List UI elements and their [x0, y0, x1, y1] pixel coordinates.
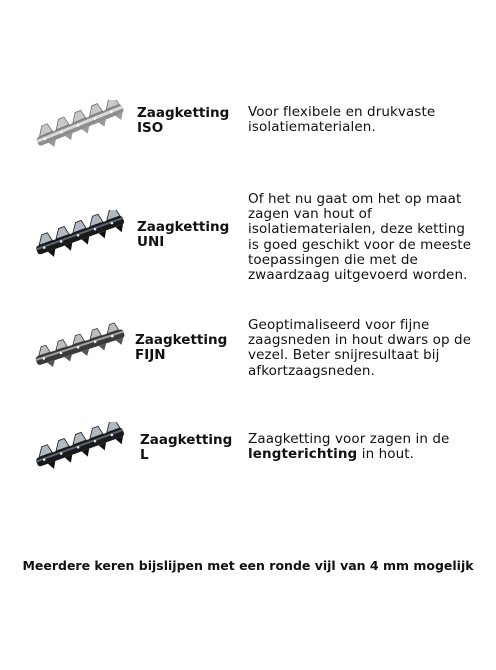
product-name-line1: Zaagketting	[135, 332, 228, 348]
product-name-line1: Zaagketting	[140, 432, 233, 448]
product-name-iso	[137, 106, 229, 136]
product-name-line1: Zaagketting	[137, 219, 230, 235]
chainsaw-chain-black-icon	[30, 422, 128, 472]
product-name-line1: Zaagketting	[137, 105, 230, 121]
product-description-uni: Of het nu gaat om het op maat zagen van hout of isolatiematerialen, deze ketting is goed geschikt voor de meeste toepassingen die met de zwaardzaag uitgevoerd worden.	[248, 191, 472, 284]
product-description-l	[248, 432, 480, 462]
description-text: in hout.	[357, 446, 415, 463]
product-description-iso: Voor flexibele en drukvaste isolatiematerialen.	[248, 104, 436, 136]
sharpening-note: Meerdere keren bijslijpen met een ronde vijl van 4 mm mogelijk	[22, 558, 474, 573]
product-name-line2: L	[140, 447, 149, 463]
chainsaw-chain-dark-icon	[30, 322, 128, 372]
product-description-fijn: Geoptimaliseerd voor fijne zaagsneden in hout dwars op de vezel. Beter snijresultaat bij afkortzaagsneden.	[248, 317, 472, 379]
description-text: Zaagketting voor zagen in de	[248, 431, 450, 447]
chainsaw-chain-black-icon	[30, 210, 128, 260]
chainsaw-chain-silver-icon	[30, 100, 128, 150]
product-name-uni	[137, 220, 229, 250]
description-emphasis: lengterichting	[248, 446, 358, 463]
product-name-line2: UNI	[137, 234, 165, 250]
product-name-line2: ISO	[137, 120, 164, 136]
product-name-fijn	[135, 333, 227, 363]
product-name-line2: FIJN	[135, 347, 166, 363]
product-name-l	[140, 433, 232, 463]
